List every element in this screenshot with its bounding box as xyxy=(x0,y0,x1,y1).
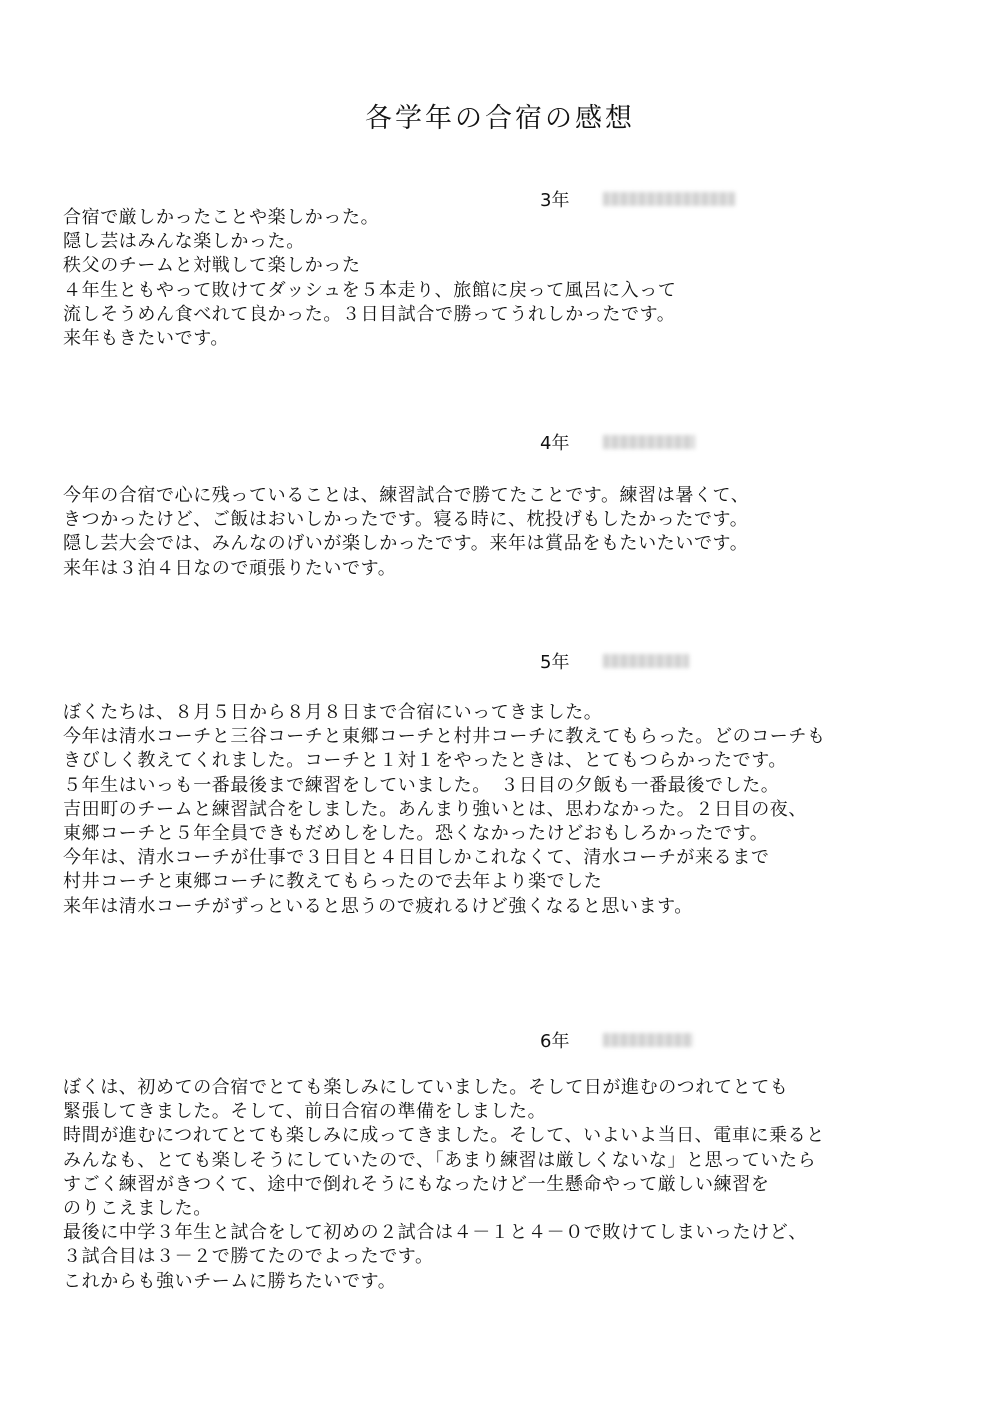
essay-line: 来年は３泊４日なので頑張りたいです。 xyxy=(63,557,397,579)
essay-line: ３試合目は３－２で勝てたのでよったです。 xyxy=(63,1246,434,1268)
grade-label: 5年 xyxy=(540,652,570,673)
essay-grade-6 xyxy=(63,1076,993,1294)
grade-label: 6年 xyxy=(540,1031,570,1052)
essay-line: きびしく教えてくれました。コーチと１対１をやったときは、とてもつらかったです。 xyxy=(63,750,787,772)
grade-header-6 xyxy=(540,1027,693,1053)
essay-line: 東郷コーチと５年全員できもだめしをした。恐くなかったけどおもしろかったです。 xyxy=(63,822,769,844)
essay-line: 隠し芸はみんな楽しかった。 xyxy=(63,231,305,253)
essay-grade-3 xyxy=(63,206,993,351)
redacted-name xyxy=(603,435,695,449)
grade-label: 3年 xyxy=(540,190,570,211)
essay-line: 吉田町のチームと練習試合をしました。あんまり強いとは、思わなかった。２日目の夜、 xyxy=(63,798,807,820)
essay-line: ４年生ともやって敗けてダッシュを５本走り、旅館に戻って風呂に入って xyxy=(63,279,677,301)
essay-line: 隠し芸大会では、みんなのげいが楽しかったです。来年は賞品をもたいたいです。 xyxy=(63,533,749,555)
essay-line: のりこえました。 xyxy=(63,1197,212,1219)
essay-line: ５年生はいっも一番最後まで練習をしていました。 ３日目の夕飯も一番最後でした。 xyxy=(63,774,780,796)
essay-line: ぼくたちは、８月５日から８月８日まで合宿にいってきました。 xyxy=(63,702,603,723)
essay-line: みんなも、とても楽しそうにしていたので、「あまり練習は厳しくないな」と思っていたら xyxy=(63,1149,817,1171)
essay-line: すごく練習がきつくて、途中で倒れそうにもなったけど一生懸命やって厳しい練習を xyxy=(63,1173,770,1195)
essay-line: 今年は清水コーチと三谷コーチと東郷コーチと村井コーチに教えてもらった。どのコーチも xyxy=(63,726,826,748)
grade-label: 4年 xyxy=(540,433,570,454)
redacted-name xyxy=(603,654,689,668)
essay-line: これからも強いチームに勝ちたいです。 xyxy=(63,1270,397,1292)
essay-line: 最後に中学３年生と試合をして初めの２試合は４－１と４－０で敗けてしまいったけど、 xyxy=(63,1222,807,1244)
essay-line: 秩父のチームと対戦して楽しかった xyxy=(63,255,361,277)
grade-header-5 xyxy=(540,648,689,674)
page-title: 各学年の合宿の感想 xyxy=(365,103,635,134)
essay-line: きつかったけど、ご飯はおいしかったです。寝る時に、枕投げもしたかったです。 xyxy=(63,509,749,531)
essay-line: 来年は清水コーチがずっといると思うので疲れるけど強くなると思います。 xyxy=(63,895,693,917)
essay-line: 緊張してきました。そして、前日合宿の準備をしました。 xyxy=(63,1101,547,1123)
redacted-name xyxy=(603,1033,693,1047)
essay-line: 合宿で厳しかったことや楽しかった。 xyxy=(63,207,380,228)
essay-grade-4 xyxy=(63,484,993,581)
essay-line: 今年の合宿で心に残っていることは、練習試合で勝てたことです。練習は暑くて、 xyxy=(63,485,750,506)
essay-grade-5 xyxy=(63,701,993,919)
essay-line: 時間が進むにつれてとても楽しみに成ってきました。そして、いよいよ当日、電車に乗ると xyxy=(63,1125,825,1147)
grade-header-4 xyxy=(540,429,695,455)
redacted-name xyxy=(603,192,735,206)
essay-line: 村井コーチと東郷コーチに教えてもらったので去年より楽でした xyxy=(63,871,603,893)
essay-line: 来年もきたいです。 xyxy=(63,327,229,349)
essay-line: 流しそうめん食べれて良かった。３日目試合で勝ってうれしかったです。 xyxy=(63,303,676,325)
essay-line: 今年は、清水コーチが仕事で３日目と４日目しかこれなくて、清水コーチが来るまで xyxy=(63,847,770,869)
essay-line: ぼくは、初めての合宿でとても楽しみにしていました。そして日が進むのつれてとても xyxy=(63,1077,789,1098)
